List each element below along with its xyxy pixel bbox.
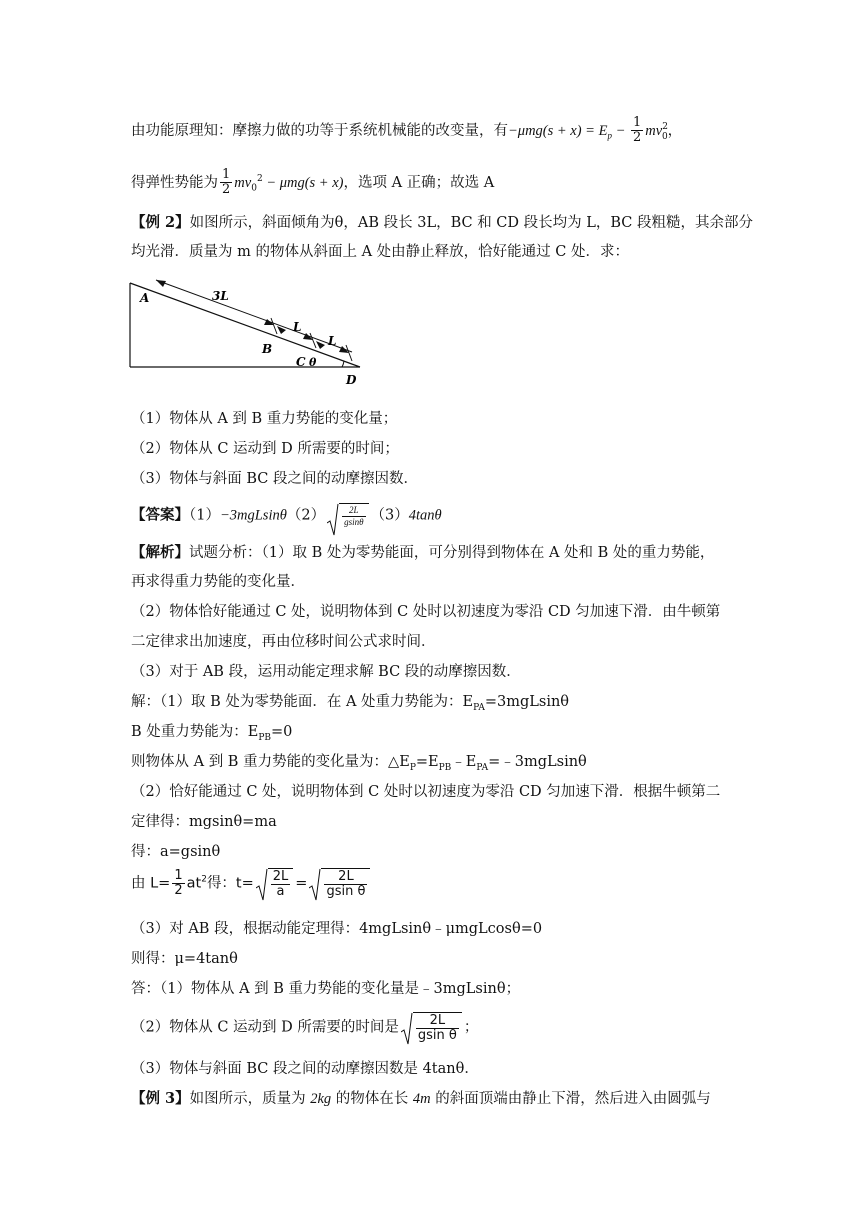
numerator: 1 bbox=[174, 868, 183, 883]
sqrt-expression bbox=[327, 503, 368, 528]
solution-line-9 bbox=[131, 948, 238, 970]
fraction-half bbox=[631, 116, 643, 145]
tick-c bbox=[310, 333, 316, 348]
final-answer-1 bbox=[131, 978, 520, 1000]
elastic-energy-line bbox=[131, 168, 494, 200]
formula: − bbox=[611, 122, 629, 139]
text: =3mgLsinθ bbox=[484, 694, 570, 710]
text: =0 bbox=[271, 724, 293, 740]
text: 再求得重力势能的变化量． bbox=[131, 574, 305, 590]
formula: −μmg(s + x) = E bbox=[508, 122, 608, 139]
text: 由 L= bbox=[131, 875, 171, 892]
text: 均光滑．质量为 m 的物体从斜面上 A 处由静止释放，恰好能通过 C 处．求： bbox=[131, 244, 629, 260]
analysis-line-2 bbox=[131, 571, 305, 593]
text: 的物体在长 bbox=[331, 1091, 413, 1107]
solution-line-4 bbox=[131, 781, 720, 803]
text: =E bbox=[415, 754, 439, 770]
denominator: 2 bbox=[222, 182, 231, 198]
analysis-line-1 bbox=[131, 542, 714, 564]
arrow-head bbox=[316, 341, 325, 349]
text: ； bbox=[463, 1019, 479, 1036]
numerator: 2L bbox=[416, 1014, 459, 1029]
superscript: 2 bbox=[201, 874, 207, 885]
sqrt-expression bbox=[309, 868, 370, 899]
text: ， bbox=[667, 122, 683, 139]
radicand bbox=[268, 868, 294, 899]
dimension-line bbox=[156, 280, 352, 352]
text: =﹣3mgLsinθ bbox=[488, 754, 587, 770]
solution-line-2 bbox=[131, 721, 292, 749]
tick-b bbox=[271, 318, 277, 334]
label-l1: L bbox=[293, 320, 302, 334]
label-a: A bbox=[140, 291, 150, 305]
numerator: 2L bbox=[342, 505, 365, 517]
formula: mv bbox=[234, 174, 252, 191]
solution-line-1 bbox=[131, 691, 569, 719]
text: 答：（1）物体从 A 到 B 重力势能的变化量是﹣3mgLsinθ； bbox=[131, 981, 521, 997]
text: 得：a=gsinθ bbox=[131, 844, 221, 860]
label-b: B bbox=[262, 342, 273, 356]
solution-line-3 bbox=[131, 751, 587, 779]
example-2-line-1 bbox=[131, 212, 753, 234]
sqrt-expression bbox=[401, 1012, 462, 1043]
text: （1）物体从 A 到 B 重力势能的变化量； bbox=[131, 411, 398, 427]
subscript: P bbox=[409, 762, 416, 773]
text: （3）物体与斜面 BC 段之间的动摩擦因数． bbox=[131, 471, 418, 487]
text: at bbox=[186, 875, 202, 892]
formula: − μmg(s + x) bbox=[262, 174, 344, 191]
label-d: D bbox=[346, 373, 357, 387]
text: 试题分析：（1）取 B 处为零势能面，可分别得到物体在 A 处和 B 处的重力势能， bbox=[189, 545, 715, 561]
formula: 2kg bbox=[310, 1091, 332, 1107]
text: （2）物体从 C 运动到 D 所需要的时间； bbox=[131, 441, 399, 457]
denominator: a bbox=[276, 884, 285, 899]
question-1 bbox=[131, 408, 397, 430]
text: 由功能原理知：摩擦力做的功等于系统机械能的改变量，有 bbox=[131, 122, 508, 139]
formula: −3mgLsinθ bbox=[219, 507, 287, 524]
label-theta: θ bbox=[309, 356, 317, 369]
text: （3）对于 AB 段，运用动能定理求解 BC 段的动摩擦因数． bbox=[131, 664, 521, 680]
text: （2）物体从 C 运动到 D 所需要的时间是 bbox=[131, 1019, 399, 1036]
example-label: 【例 2】 bbox=[131, 214, 190, 231]
radical-sign bbox=[401, 1012, 413, 1046]
analysis-label: 【解析】 bbox=[131, 544, 189, 561]
label-c: C bbox=[296, 355, 306, 369]
text: 如图所示，质量为 bbox=[189, 1091, 311, 1107]
text: B 处重力势能为：E bbox=[131, 724, 259, 740]
fraction-half bbox=[172, 869, 184, 898]
numerator: 2L bbox=[324, 870, 367, 885]
question-3 bbox=[131, 468, 418, 490]
solution-line-7 bbox=[131, 868, 372, 899]
formula: 4tanθ bbox=[408, 507, 442, 524]
numerator: 1 bbox=[633, 115, 642, 131]
subscript: PA bbox=[476, 762, 489, 773]
analysis-line-3 bbox=[131, 601, 720, 623]
formula: 4m bbox=[412, 1091, 431, 1107]
question-2 bbox=[131, 438, 399, 460]
text: （3）对 AB 段，根据动能定理得：4mgLsinθ﹣μmgLcosθ=0 bbox=[131, 921, 543, 937]
text: 得：t= bbox=[206, 875, 254, 892]
answer-line bbox=[131, 503, 442, 528]
subscript: PA bbox=[473, 702, 485, 713]
radical-sign bbox=[327, 503, 339, 537]
formula: mv bbox=[645, 122, 663, 139]
text: （3） bbox=[370, 507, 409, 524]
sqrt-expression bbox=[256, 868, 294, 899]
text: = bbox=[295, 875, 308, 892]
solution-line-6 bbox=[131, 841, 220, 863]
solution-line-8 bbox=[131, 918, 542, 940]
label-3l: 3L bbox=[212, 289, 229, 303]
arrow-head bbox=[156, 280, 166, 287]
formula-sub: p bbox=[607, 130, 612, 141]
text: 定律得：mgsinθ=ma bbox=[131, 814, 277, 830]
text: （3）物体与斜面 BC 段之间的动摩擦因数是 4tanθ． bbox=[131, 1061, 479, 1077]
denominator: 2 bbox=[633, 130, 642, 146]
incline-figure bbox=[128, 278, 368, 390]
text: （2）物体恰好能通过 C 处，说明物体到 C 处时以初速度为零沿 CD 匀加速下滑．由牛顿第 bbox=[131, 604, 721, 620]
radical-sign bbox=[256, 868, 268, 902]
formula-sub: 0 bbox=[251, 183, 257, 194]
denominator: gsinθ bbox=[344, 517, 364, 527]
fraction-half bbox=[220, 168, 232, 197]
energy-principle-line bbox=[131, 116, 682, 148]
text: （2） bbox=[286, 507, 326, 524]
text: 则得：μ=4tanθ bbox=[131, 951, 238, 967]
radicand bbox=[413, 1012, 462, 1043]
example-label: 【例 3】 bbox=[131, 1090, 190, 1107]
text: 则物体从 A 到 B 重力势能的变化量为：△E bbox=[131, 754, 410, 770]
text: 二定律求出加速度，再由位移时间公式求时间． bbox=[131, 634, 436, 650]
solution-line-5 bbox=[131, 811, 277, 833]
analysis-line-5 bbox=[131, 661, 521, 683]
answer-label: 【答案】 bbox=[131, 506, 189, 524]
text: 解：（1）取 B 处为零势能面．在 A 处重力势能为：E bbox=[131, 694, 474, 710]
text: （1） bbox=[189, 507, 220, 524]
denominator: gsin θ bbox=[326, 884, 366, 899]
denominator: 2 bbox=[174, 883, 183, 898]
numerator: 2L bbox=[272, 869, 289, 884]
denominator: gsin θ bbox=[417, 1028, 457, 1043]
formula-sup: 2 bbox=[662, 122, 668, 132]
subscript: PB bbox=[258, 732, 272, 743]
text: 的斜面顶端由静止下滑，然后进入由圆弧与 bbox=[430, 1091, 711, 1107]
angle-arc bbox=[342, 361, 344, 367]
radicand bbox=[321, 868, 370, 899]
text: 如图所示，斜面倾角为θ，AB 段长 3L，BC 和 CD 段长均为 L，BC 段粗糙，其余部分 bbox=[189, 215, 753, 231]
text: （2）恰好能通过 C 处，说明物体到 C 处时以初速度为零沿 CD 匀加速下滑．根据牛顿第二 bbox=[131, 784, 721, 800]
formula-sup: 2 bbox=[256, 174, 263, 184]
radical-sign bbox=[309, 868, 321, 902]
incline-slope bbox=[130, 283, 360, 367]
text: 得弹性势能为 bbox=[131, 174, 218, 191]
subscript: PB bbox=[438, 762, 452, 773]
example-2-line-2 bbox=[131, 241, 629, 263]
label-l2: L bbox=[328, 334, 337, 348]
final-answer-3 bbox=[131, 1058, 479, 1080]
analysis-line-4 bbox=[131, 631, 436, 653]
example-3-line bbox=[131, 1088, 711, 1110]
text: ﹣E bbox=[451, 754, 477, 770]
numerator: 1 bbox=[222, 167, 231, 183]
final-answer-2 bbox=[131, 1012, 478, 1043]
radicand bbox=[339, 503, 368, 528]
formula-sub: 0 bbox=[661, 131, 668, 142]
text: ，选项 A 正确；故选 A bbox=[343, 174, 495, 191]
